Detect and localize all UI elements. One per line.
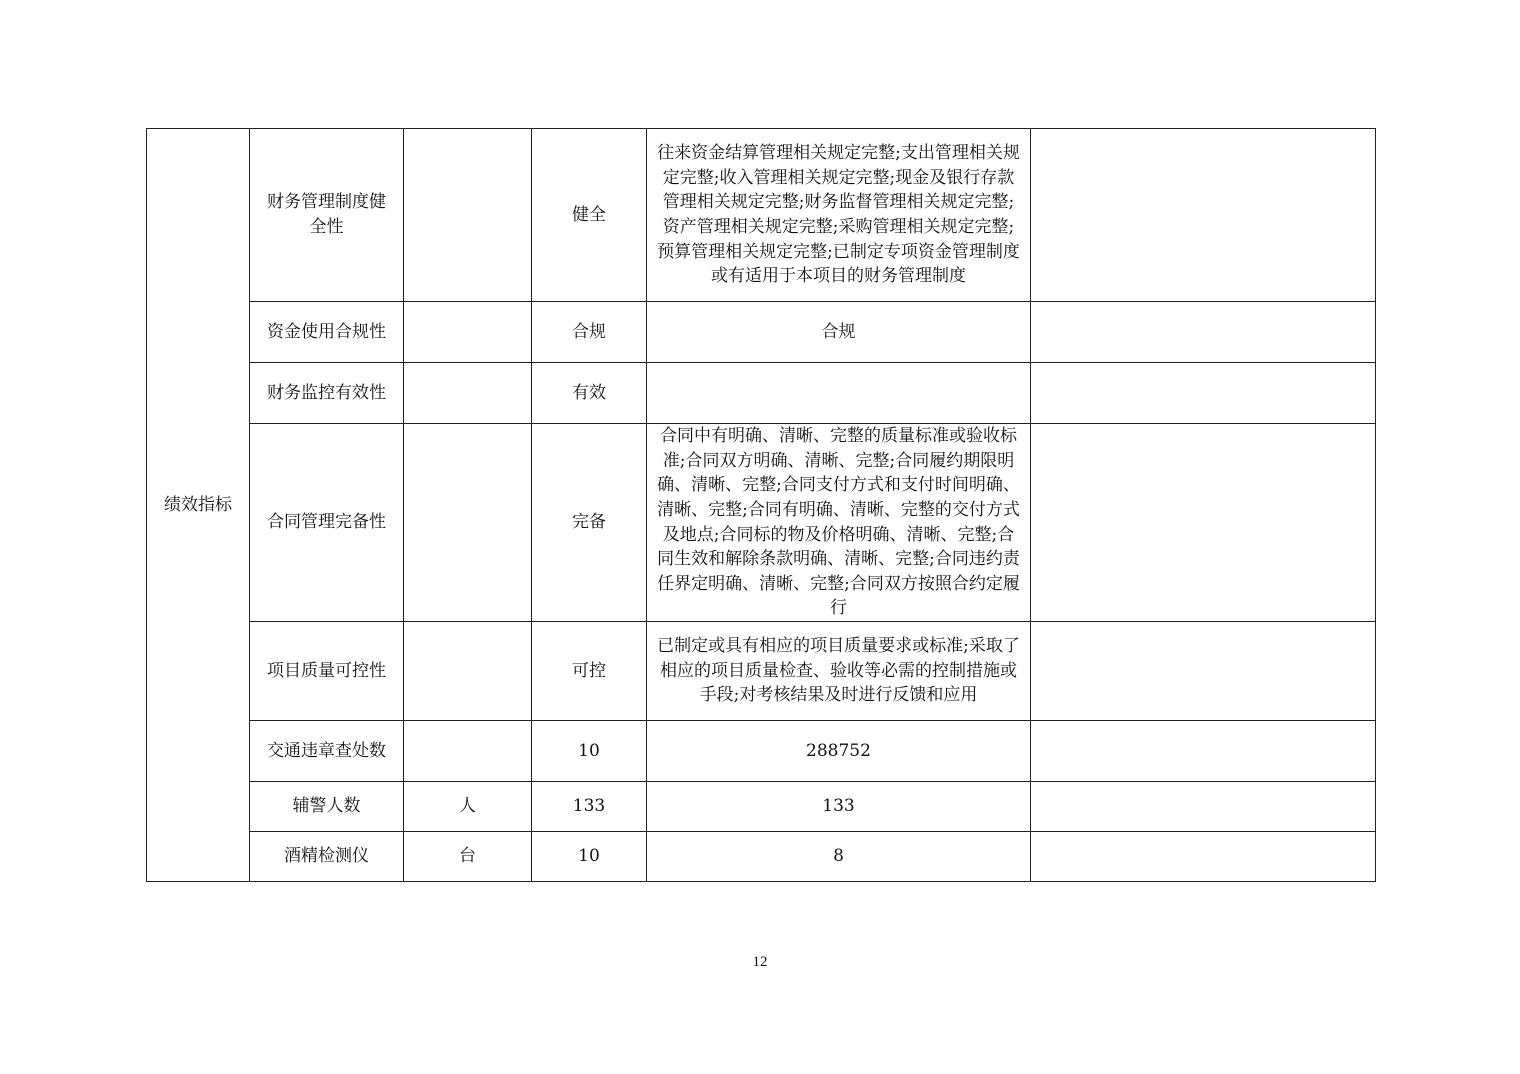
unit-cell	[404, 622, 532, 721]
unit-cell: 台	[404, 832, 532, 882]
indicator-name-cell: 项目质量可控性	[250, 622, 404, 721]
actual-value-cell	[647, 363, 1031, 424]
note-cell	[1031, 782, 1376, 832]
note-cell	[1031, 622, 1376, 721]
unit-cell	[404, 721, 532, 782]
actual-value-cell: 合同中有明确、清晰、完整的质量标准或验收标准;合同双方明确、清晰、完整;合同履约期限明确、清晰、完整;合同支付方式和支付时间明确、清晰、完整;合同有明确、清晰、完整的交付方式及地点;合同标的物及价格明确、清晰、完整;合同生效和解除条款明确、清晰、完整;合同违约责任界定明确、清晰、完整;合同双方按照合约定履行	[647, 424, 1031, 622]
target-value-cell: 133	[532, 782, 647, 832]
table-row	[147, 424, 1376, 622]
table-row	[147, 363, 1376, 424]
actual-value-cell: 133	[647, 782, 1031, 832]
note-cell	[1031, 832, 1376, 882]
table-row	[147, 622, 1376, 721]
page-number: 12	[752, 954, 768, 970]
indicator-name-cell: 财务监控有效性	[250, 363, 404, 424]
actual-value-cell: 8	[647, 832, 1031, 882]
indicator-name-cell: 合同管理完备性	[250, 424, 404, 622]
target-value-cell: 可控	[532, 622, 647, 721]
unit-cell	[404, 129, 532, 302]
target-value-cell: 有效	[532, 363, 647, 424]
indicator-name-cell: 财务管理制度健全性	[250, 129, 404, 302]
indicator-name-cell: 资金使用合规性	[250, 302, 404, 363]
target-value-cell: 合规	[532, 302, 647, 363]
indicator-name-cell: 交通违章查处数	[250, 721, 404, 782]
note-cell	[1031, 721, 1376, 782]
unit-cell	[404, 424, 532, 622]
note-cell	[1031, 363, 1376, 424]
actual-value-cell: 已制定或具有相应的项目质量要求或标准;采取了相应的项目质量检查、验收等必需的控制措施或手段;对考核结果及时进行反馈和应用	[647, 622, 1031, 721]
table-row	[147, 302, 1376, 363]
target-value-cell: 10	[532, 832, 647, 882]
table-row	[147, 832, 1376, 882]
note-cell	[1031, 129, 1376, 302]
note-cell	[1031, 424, 1376, 622]
table-row	[147, 129, 1376, 302]
unit-cell	[404, 302, 532, 363]
target-value-cell: 健全	[532, 129, 647, 302]
unit-cell: 人	[404, 782, 532, 832]
category-cell: 绩效指标	[147, 129, 250, 882]
target-value-cell: 完备	[532, 424, 647, 622]
actual-value-cell: 往来资金结算管理相关规定完整;支出管理相关规定完整;收入管理相关规定完整;现金及银行存款管理相关规定完整;财务监督管理相关规定完整;资产管理相关规定完整;采购管理相关规定完整;预算管理相关规定完整;已制定专项资金管理制度或有适用于本项目的财务管理制度	[647, 129, 1031, 302]
unit-cell	[404, 363, 532, 424]
indicator-name-cell: 酒精检测仪	[250, 832, 404, 882]
actual-value-cell: 288752	[647, 721, 1031, 782]
target-value-cell: 10	[532, 721, 647, 782]
actual-value-cell: 合规	[647, 302, 1031, 363]
table-row	[147, 721, 1376, 782]
indicator-name-cell: 辅警人数	[250, 782, 404, 832]
table-row	[147, 782, 1376, 832]
note-cell	[1031, 302, 1376, 363]
performance-indicator-table	[146, 128, 1376, 882]
